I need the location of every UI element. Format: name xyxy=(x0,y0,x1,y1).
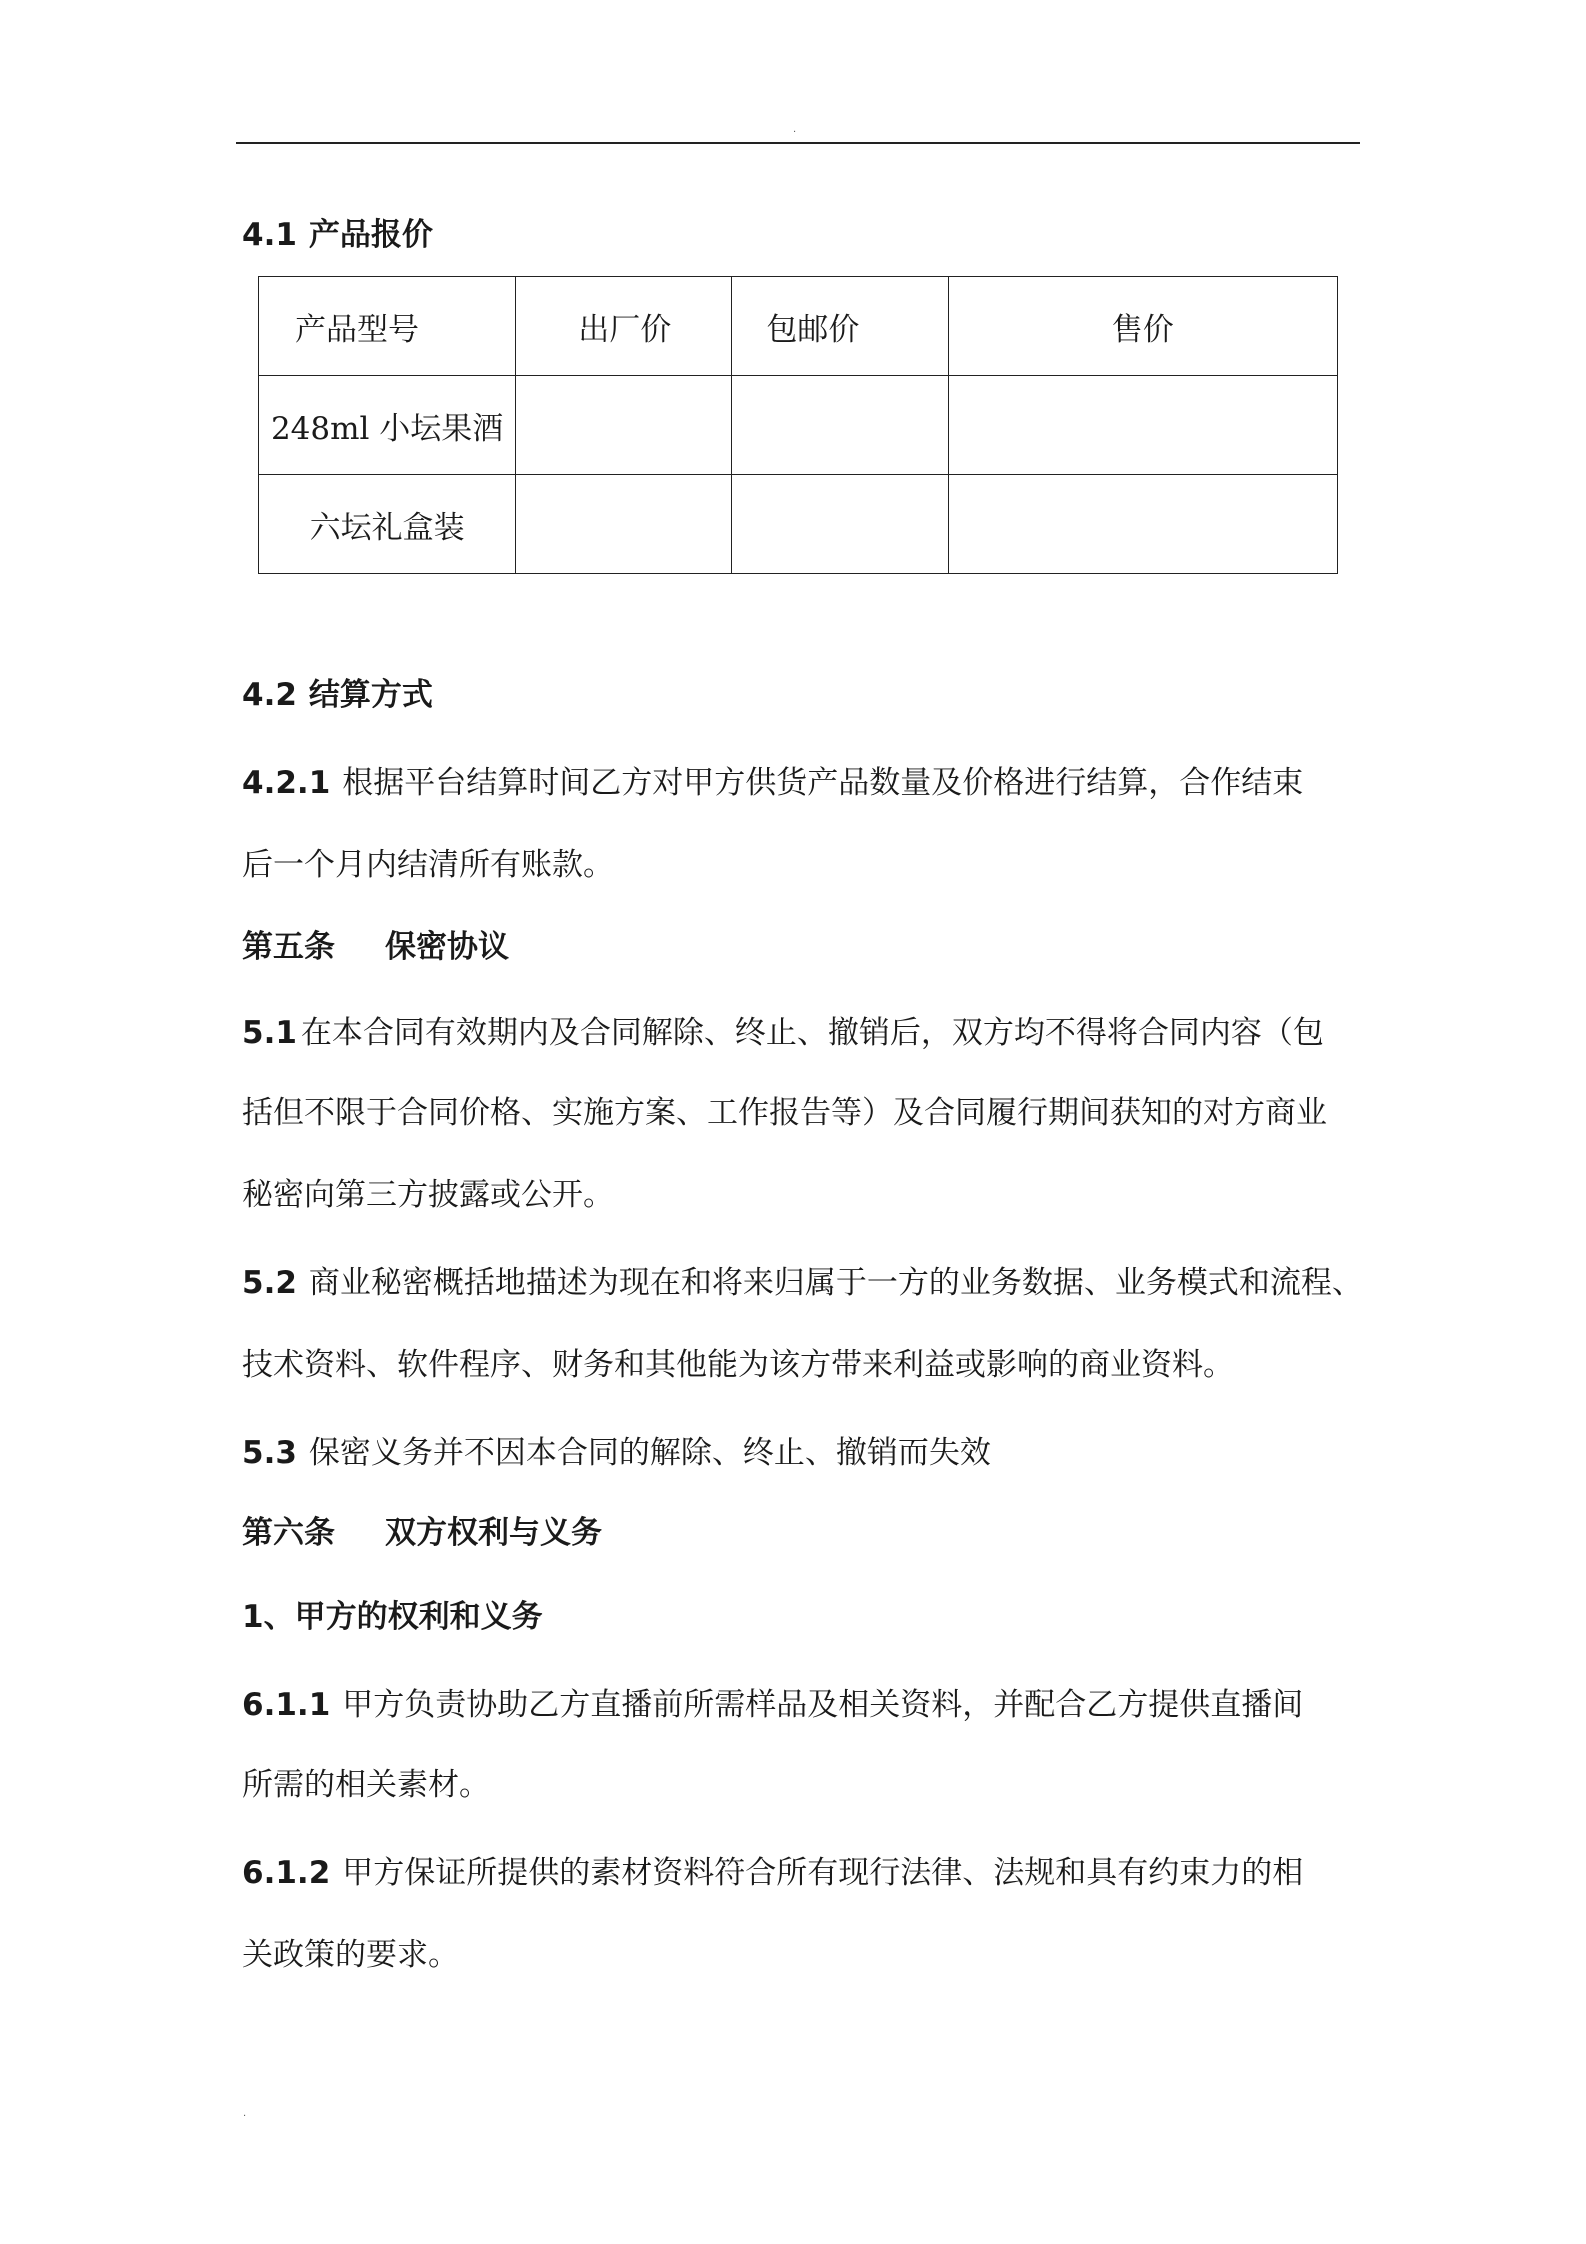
clause-text: 在本合同有效期内及合同解除、终止、撤销后，双方均不得将合同内容（包 xyxy=(300,1015,1324,1051)
table-header-cell: 出厂价 xyxy=(516,277,732,376)
clause-5-3-line1 xyxy=(242,1433,991,1473)
clause-number: 6.1.1 xyxy=(242,1687,331,1723)
table-header-row xyxy=(259,277,1338,376)
article-label: 第六条 xyxy=(242,1515,335,1551)
table-cell: 六坛礼盒装 xyxy=(259,475,516,574)
table-header-cell: 售价 xyxy=(948,277,1337,376)
clause-number: 5.1 xyxy=(242,1015,297,1051)
section-title: 结算方式 xyxy=(308,677,433,713)
table-row xyxy=(259,376,1338,475)
article-label: 第五条 xyxy=(242,929,335,965)
clause-5-2-line2: 技术资料、软件程序、财务和其他能为该方带来利益或影响的商业资料。 xyxy=(242,1347,1234,1383)
table-row xyxy=(259,475,1338,574)
clause-number: 5.2 xyxy=(242,1265,297,1301)
table-cell xyxy=(516,376,732,475)
table-cell xyxy=(948,376,1337,475)
clause-5-1-line2: 括但不限于合同价格、实施方案、工作报告等）及合同履行期间获知的对方商业 xyxy=(242,1095,1327,1131)
header-mark: . xyxy=(793,124,797,135)
section-number: 4.2 xyxy=(242,677,297,713)
table-cell xyxy=(732,475,948,574)
clause-text: 甲方负责协助乙方直播前所需样品及相关资料，并配合乙方提供直播间 xyxy=(342,1687,1304,1723)
clause-6-1-2-line1 xyxy=(242,1853,1303,1893)
table-cell xyxy=(948,475,1337,574)
table-header-cell: 包邮价 xyxy=(732,277,948,376)
clause-4-2-1-line1 xyxy=(242,763,1303,803)
clause-text: 商业秘密概括地描述为现在和将来归属于一方的业务数据、业务模式和流程、 xyxy=(308,1265,1363,1301)
clause-6-1-1-line1 xyxy=(242,1685,1303,1725)
article-title: 双方权利与义务 xyxy=(385,1515,602,1551)
table-cell: 248ml 小坛果酒 xyxy=(259,376,516,475)
clause-number: 5.3 xyxy=(242,1435,297,1471)
clause-text: 甲方保证所提供的素材资料符合所有现行法律、法规和具有约束力的相 xyxy=(342,1855,1304,1891)
article-5-heading xyxy=(242,927,509,967)
footer-mark: . xyxy=(243,2108,247,2119)
table-cell xyxy=(516,475,732,574)
section-4-1-heading xyxy=(242,215,433,255)
section-number: 4.1 xyxy=(242,217,297,253)
clause-6-1-2-line2: 关政策的要求。 xyxy=(242,1937,459,1973)
price-table xyxy=(258,276,1338,574)
article-6-heading xyxy=(242,1513,602,1553)
article-title: 保密协议 xyxy=(385,929,509,965)
section-title: 产品报价 xyxy=(308,217,433,253)
table-cell xyxy=(732,376,948,475)
clause-4-2-1-line2: 后一个月内结清所有账款。 xyxy=(242,847,614,883)
clause-number: 4.2.1 xyxy=(242,765,331,801)
clause-number: 6.1.2 xyxy=(242,1855,331,1891)
clause-text: 根据平台结算时间乙方对甲方供货产品数量及价格进行结算，合作结束 xyxy=(342,765,1304,801)
subsection-1-heading: 1、甲方的权利和义务 xyxy=(242,1599,543,1635)
section-4-2-heading xyxy=(242,675,433,715)
table-header-cell: 产品型号 xyxy=(259,277,516,376)
clause-6-1-1-line2: 所需的相关素材。 xyxy=(242,1767,490,1803)
clause-5-2-line1 xyxy=(242,1263,1363,1303)
header-rule xyxy=(236,142,1360,144)
clause-5-1-line1 xyxy=(242,1013,1324,1053)
clause-5-1-line3: 秘密向第三方披露或公开。 xyxy=(242,1177,614,1213)
clause-text: 保密义务并不因本合同的解除、终止、撤销而失效 xyxy=(308,1435,991,1471)
